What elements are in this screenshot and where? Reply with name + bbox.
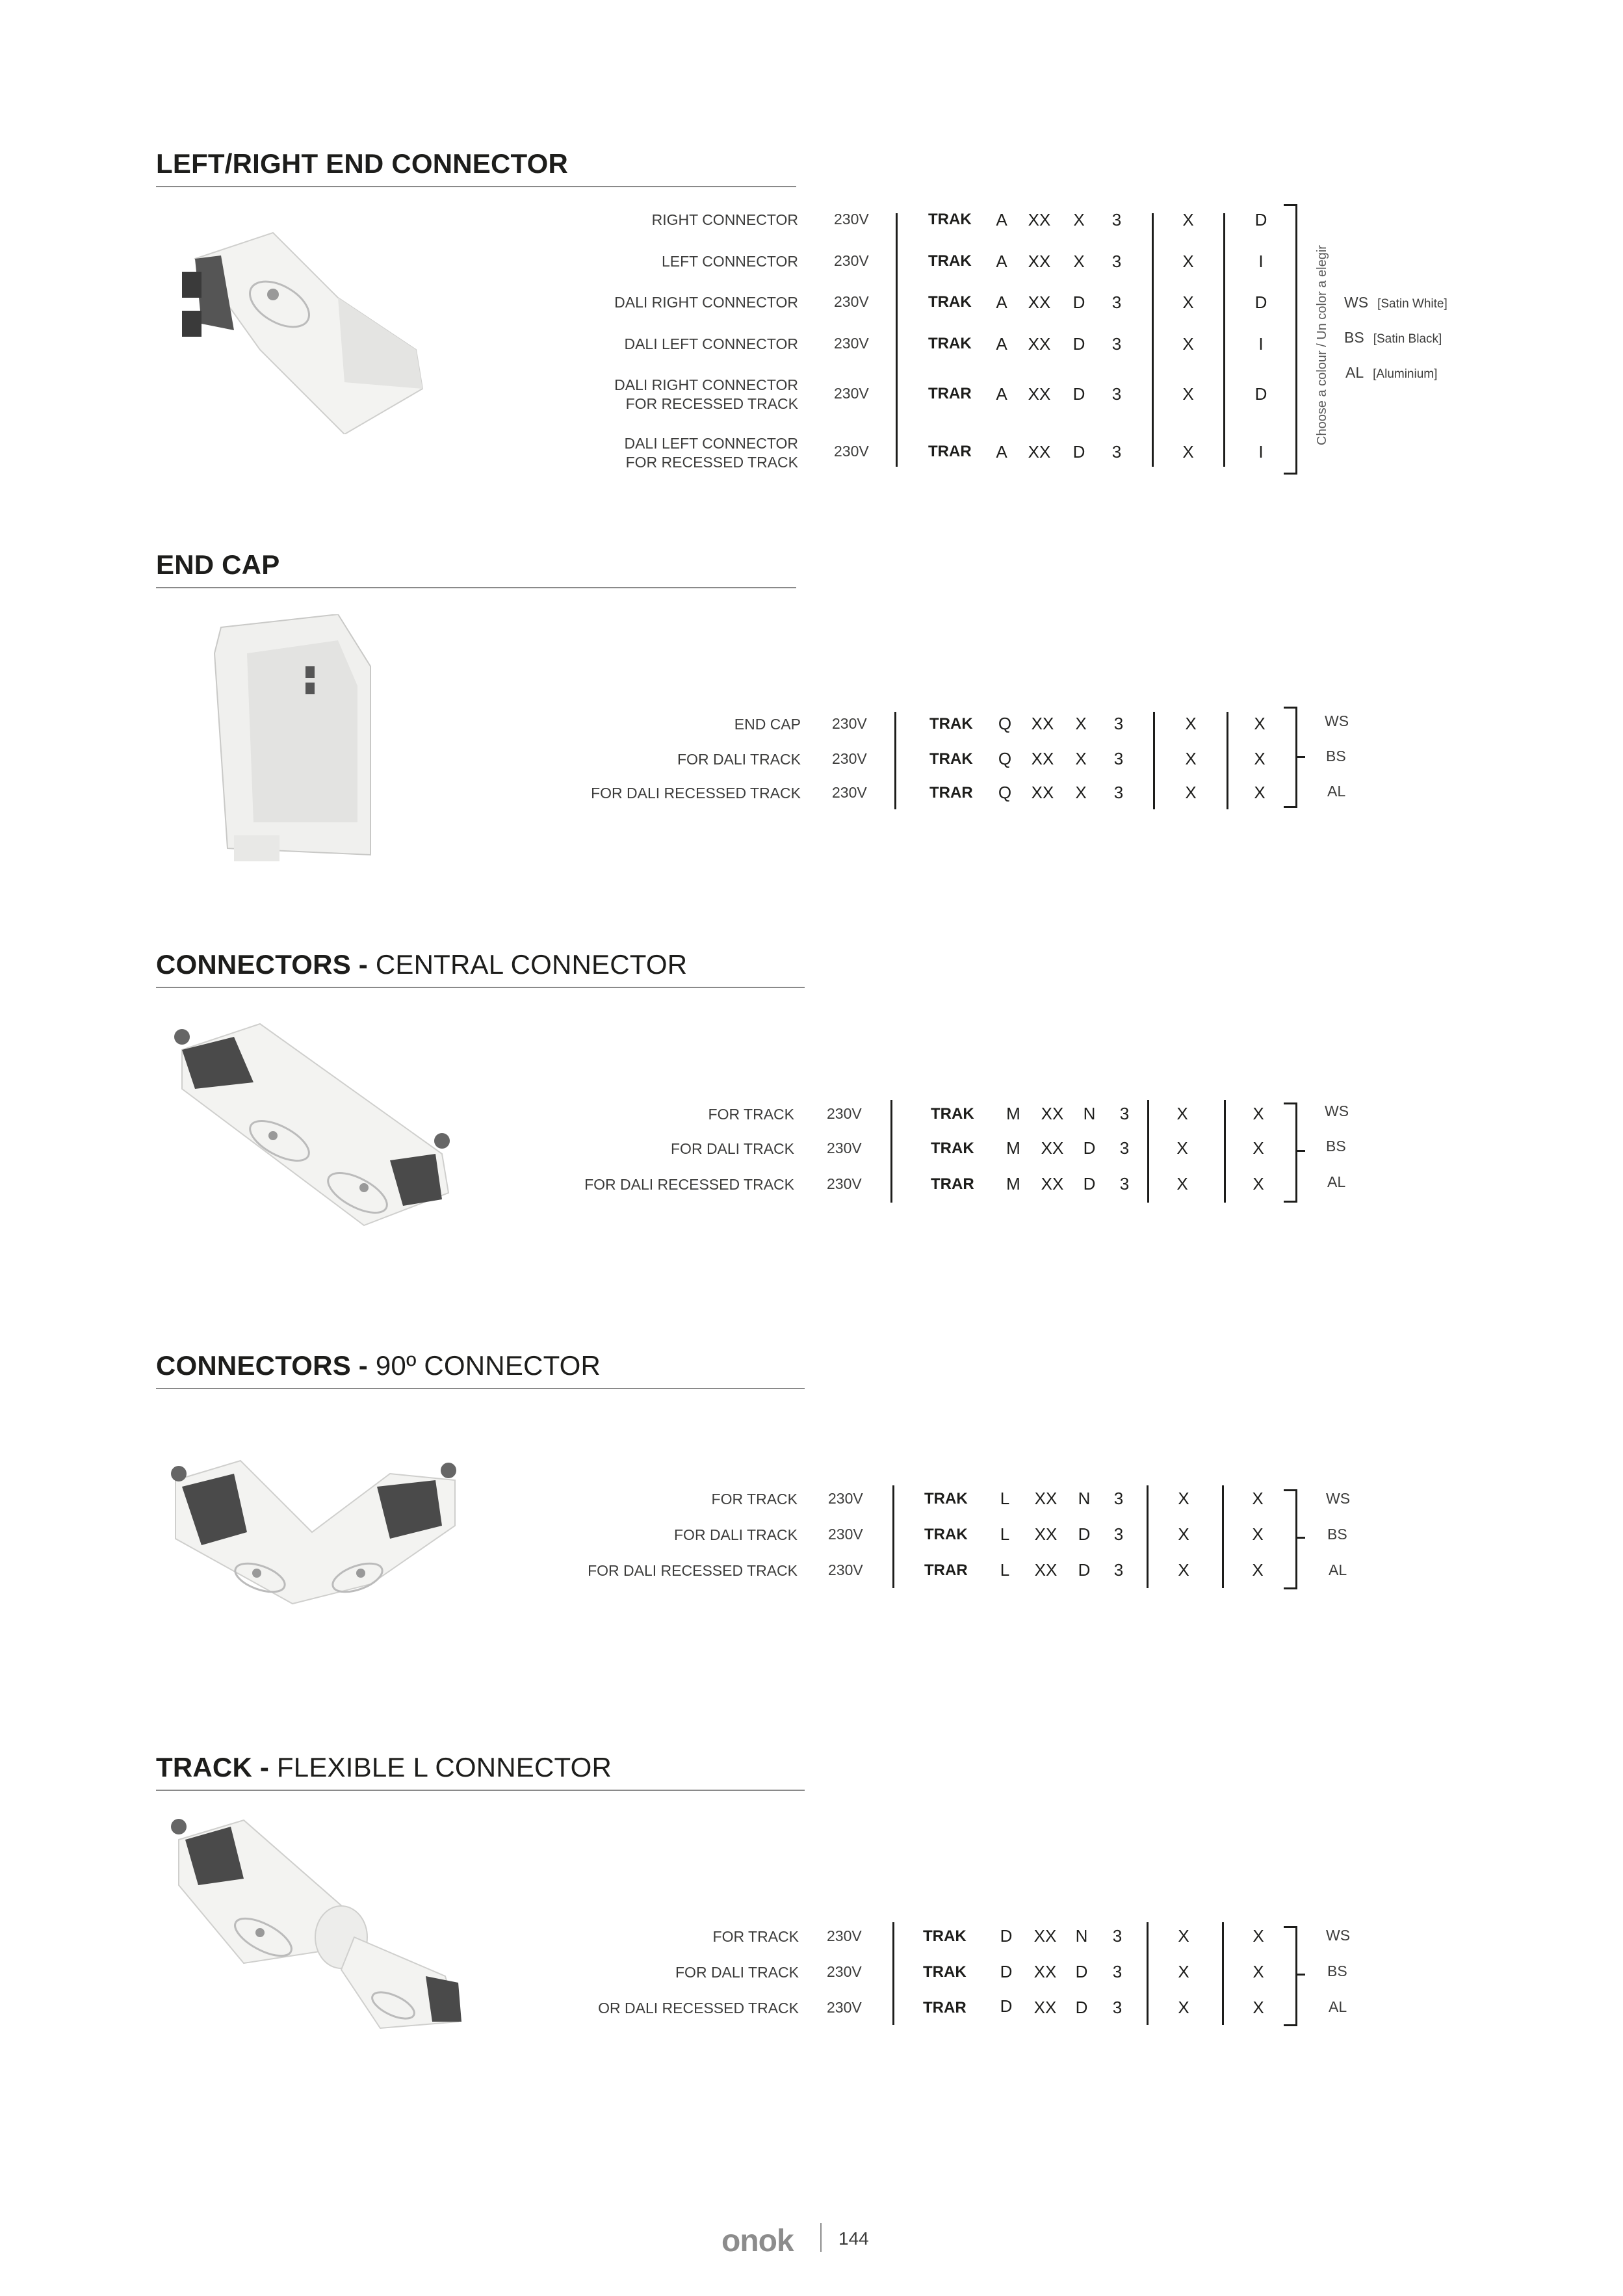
- row-code: TRAK: [923, 1927, 967, 1945]
- bracket-tick: [1297, 1974, 1305, 1976]
- row-code: TRAK: [928, 211, 972, 228]
- column-divider: [1223, 213, 1225, 467]
- column-divider: [894, 712, 896, 809]
- row-cell: X: [1182, 442, 1194, 462]
- bracket-tick: [1297, 1150, 1305, 1152]
- row-cell: XX: [1033, 1998, 1057, 2017]
- row-cell: X: [1185, 749, 1197, 768]
- section-divider: [156, 587, 796, 588]
- row-cell: X: [1182, 334, 1194, 354]
- section-title: CONNECTORS - 90º CONNECTOR: [156, 1350, 601, 1381]
- row-cell: A: [996, 442, 1007, 462]
- row-cell: D: [1078, 1560, 1091, 1580]
- row-cell: A: [996, 293, 1007, 312]
- row-description: DALI RIGHT CONNECTOR FOR RECESSED TRACK: [614, 376, 798, 412]
- row-cell: X: [1252, 1524, 1264, 1544]
- column-divider: [890, 1100, 892, 1203]
- color-option: BS: [1327, 1963, 1347, 1979]
- row-description: FOR DALI RECESSED TRACK: [588, 1562, 798, 1579]
- row-description: FOR DALI TRACK: [674, 1526, 798, 1543]
- color-option: BS: [1326, 1138, 1346, 1155]
- section-divider: [156, 1790, 805, 1791]
- row-code: TRAR: [928, 443, 972, 460]
- column-divider: [1153, 712, 1155, 809]
- row-cell: XX: [1041, 1174, 1064, 1194]
- row-description: FOR DALI RECESSED TRACK: [591, 785, 801, 802]
- row-cell: X: [1075, 714, 1087, 733]
- row-description: FOR DALI RECESSED TRACK: [584, 1176, 794, 1193]
- row-cell: D: [1083, 1174, 1096, 1194]
- row-voltage: 230V: [834, 335, 869, 352]
- row-cell: X: [1178, 1962, 1189, 1981]
- row-cell: X: [1178, 1560, 1189, 1580]
- color-option: BS [Satin Black]: [1344, 329, 1442, 346]
- color-option: WS [Satin White]: [1344, 294, 1448, 311]
- row-code: TRAR: [929, 784, 973, 802]
- column-divider: [1147, 1922, 1149, 2025]
- row-voltage: 230V: [828, 1561, 863, 1578]
- page-number: 144: [838, 2228, 869, 2249]
- row-cell: L: [1000, 1560, 1010, 1580]
- row-cell: X: [1252, 1560, 1264, 1580]
- section-title: TRACK - FLEXIBLE L CONNECTOR: [156, 1752, 612, 1782]
- row-cell: X: [1254, 714, 1266, 733]
- row-cell: 3: [1111, 210, 1122, 229]
- color-option: AL: [1327, 783, 1346, 800]
- row-cell: D: [1000, 1962, 1013, 1981]
- row-cell: 3: [1119, 1138, 1130, 1158]
- row-voltage: 230V: [832, 715, 867, 732]
- row-description: DALI LEFT CONNECTOR: [624, 335, 798, 352]
- row-cell: D: [1000, 1996, 1013, 2016]
- color-option: WS: [1326, 1490, 1351, 1507]
- row-cell: X: [1182, 210, 1194, 229]
- row-cell: X: [1253, 1926, 1264, 1946]
- row-code: TRAK: [924, 1526, 968, 1543]
- row-cell: X: [1185, 783, 1197, 802]
- row-code: TRAK: [928, 252, 972, 270]
- row-description: DALI LEFT CONNECTOR FOR RECESSED TRACK: [624, 435, 798, 471]
- row-cell: X: [1253, 1174, 1264, 1194]
- row-voltage: 230V: [834, 385, 869, 402]
- row-cell: D: [1075, 1998, 1088, 2017]
- row-code: TRAK: [923, 1963, 967, 1981]
- row-code: TRAK: [931, 1105, 974, 1123]
- row-cell: X: [1073, 252, 1085, 271]
- row-voltage: 230V: [832, 750, 867, 767]
- row-code: TRAR: [931, 1175, 974, 1193]
- color-option: WS: [1325, 712, 1349, 729]
- row-voltage: 230V: [832, 784, 867, 801]
- row-code: TRAR: [923, 1999, 967, 2016]
- row-cell: 3: [1111, 334, 1122, 354]
- row-cell: XX: [1033, 1926, 1057, 1946]
- row-cell: XX: [1041, 1104, 1064, 1123]
- row-cell: Q: [998, 749, 1012, 768]
- row-voltage: 230V: [827, 1105, 862, 1122]
- row-description: RIGHT CONNECTOR: [651, 211, 798, 228]
- row-cell: 3: [1113, 1524, 1124, 1544]
- row-cell: X: [1253, 1104, 1264, 1123]
- column-divider: [1227, 712, 1228, 809]
- row-cell: M: [1006, 1104, 1020, 1123]
- column-divider: [1147, 1485, 1149, 1588]
- row-voltage: 230V: [834, 293, 869, 310]
- color-option: BS: [1326, 748, 1346, 764]
- row-cell: X: [1178, 1998, 1189, 2017]
- row-description: FOR DALI TRACK: [677, 751, 801, 768]
- row-voltage: 230V: [828, 1526, 863, 1543]
- column-divider: [892, 1922, 894, 2025]
- row-code: TRAK: [931, 1140, 974, 1157]
- row-cell: X: [1254, 783, 1266, 802]
- column-divider: [1224, 1100, 1226, 1203]
- row-cell: A: [996, 210, 1007, 229]
- row-cell: D: [1072, 334, 1085, 354]
- color-option: AL: [1327, 1173, 1346, 1190]
- row-cell: X: [1182, 293, 1194, 312]
- color-bracket: [1284, 204, 1297, 475]
- row-voltage: 230V: [834, 252, 869, 269]
- section-end-connector: [0, 148, 1623, 486]
- row-cell: A: [996, 384, 1007, 404]
- color-option: AL: [1329, 1998, 1347, 2015]
- row-cell: 3: [1111, 293, 1122, 312]
- section-title: CONNECTORS - CENTRAL CONNECTOR: [156, 949, 688, 980]
- color-bracket: [1284, 1489, 1297, 1589]
- row-cell: L: [1000, 1489, 1010, 1508]
- row-cell: XX: [1034, 1560, 1058, 1580]
- flexible-connector-product-image: [166, 1807, 471, 2035]
- central-connector-product-image: [169, 1011, 455, 1232]
- row-description: DALI RIGHT CONNECTOR: [614, 294, 798, 311]
- row-cell: XX: [1028, 210, 1051, 229]
- row-cell: L: [1000, 1524, 1010, 1544]
- row-cell: M: [1006, 1174, 1020, 1194]
- row-cell: D: [1254, 210, 1267, 229]
- row-cell: 3: [1112, 1998, 1123, 2017]
- color-bracket: [1284, 1926, 1297, 2026]
- row-cell: X: [1176, 1174, 1188, 1194]
- section-divider: [156, 186, 796, 187]
- section-end-cap: [0, 549, 1623, 887]
- row-cell: XX: [1028, 334, 1051, 354]
- row-cell: N: [1083, 1104, 1096, 1123]
- choose-colour-note: Choose a colour / Un color a elegir: [1315, 245, 1329, 445]
- row-cell: XX: [1041, 1138, 1064, 1158]
- row-cell: M: [1006, 1138, 1020, 1158]
- row-code: TRAK: [928, 293, 972, 311]
- row-code: TRAK: [928, 335, 972, 352]
- color-bracket: [1284, 1102, 1297, 1203]
- section-divider: [156, 987, 805, 988]
- row-voltage: 230V: [827, 1999, 862, 2016]
- row-description: LEFT CONNECTOR: [661, 253, 798, 270]
- row-cell: XX: [1033, 1962, 1057, 1981]
- color-option: AL [Aluminium]: [1345, 364, 1438, 381]
- row-cell: N: [1078, 1489, 1091, 1508]
- row-cell: X: [1178, 1926, 1189, 1946]
- row-cell: X: [1252, 1489, 1264, 1508]
- row-cell: X: [1182, 384, 1194, 404]
- row-cell: D: [1072, 442, 1085, 462]
- end-cap-product-image: [208, 614, 377, 868]
- bracket-tick: [1297, 756, 1305, 758]
- row-description: FOR DALI TRACK: [671, 1140, 794, 1157]
- row-cell: X: [1075, 749, 1087, 768]
- row-cell: Q: [998, 714, 1012, 733]
- column-divider: [1222, 1485, 1224, 1588]
- row-cell: 3: [1112, 1962, 1123, 1981]
- row-code: TRAK: [929, 715, 973, 733]
- row-cell: 3: [1111, 442, 1122, 462]
- row-cell: D: [1254, 293, 1267, 312]
- row-cell: X: [1176, 1138, 1188, 1158]
- row-cell: D: [1078, 1524, 1091, 1544]
- column-divider: [1222, 1922, 1224, 2025]
- 90-connector-product-image: [162, 1454, 468, 1617]
- color-bracket: [1284, 707, 1297, 808]
- row-cell: X: [1073, 210, 1085, 229]
- row-cell: XX: [1034, 1489, 1058, 1508]
- row-description: FOR TRACK: [708, 1106, 794, 1123]
- row-code: TRAK: [929, 750, 973, 768]
- row-cell: 3: [1111, 252, 1122, 271]
- row-cell: D: [1000, 1926, 1013, 1946]
- row-voltage: 230V: [834, 443, 869, 460]
- row-cell: X: [1254, 749, 1266, 768]
- row-cell: X: [1178, 1524, 1189, 1544]
- row-cell: D: [1083, 1138, 1096, 1158]
- row-cell: 3: [1111, 384, 1122, 404]
- row-cell: XX: [1028, 293, 1051, 312]
- row-cell: D: [1075, 1962, 1088, 1981]
- row-cell: XX: [1028, 252, 1051, 271]
- row-cell: I: [1258, 252, 1264, 271]
- brand-logo: onok: [721, 2224, 794, 2258]
- row-cell: A: [996, 334, 1007, 354]
- footer-divider: [820, 2223, 822, 2252]
- row-cell: N: [1075, 1926, 1088, 1946]
- color-option: WS: [1326, 1927, 1351, 1944]
- color-option: BS: [1327, 1526, 1347, 1543]
- section-flexible-connector: [0, 1752, 1623, 2090]
- row-cell: X: [1185, 714, 1197, 733]
- row-code: TRAR: [928, 385, 972, 402]
- row-description: FOR DALI TRACK: [675, 1964, 799, 1981]
- section-title: END CAP: [156, 549, 280, 580]
- row-code: TRAK: [924, 1490, 968, 1507]
- column-divider: [892, 1485, 894, 1588]
- row-cell: Q: [998, 783, 1012, 802]
- bracket-tick: [1297, 1537, 1305, 1539]
- row-cell: 3: [1113, 1560, 1124, 1580]
- row-cell: 3: [1113, 749, 1124, 768]
- row-voltage: 230V: [834, 211, 869, 228]
- row-cell: I: [1258, 334, 1264, 354]
- row-cell: I: [1258, 442, 1264, 462]
- row-cell: A: [996, 252, 1007, 271]
- section-central-connector: [0, 949, 1623, 1287]
- row-cell: D: [1254, 384, 1267, 404]
- row-description: END CAP: [734, 716, 801, 733]
- row-cell: XX: [1031, 749, 1054, 768]
- column-divider: [1147, 1100, 1149, 1203]
- row-voltage: 230V: [828, 1490, 863, 1507]
- row-voltage: 230V: [827, 1140, 862, 1156]
- section-title: LEFT/RIGHT END CONNECTOR: [156, 148, 569, 179]
- end-connector-product-image: [175, 220, 435, 434]
- section-divider: [156, 1388, 805, 1389]
- row-cell: 3: [1113, 1489, 1124, 1508]
- row-cell: 3: [1119, 1104, 1130, 1123]
- row-voltage: 230V: [827, 1963, 862, 1980]
- row-description: FOR TRACK: [711, 1491, 798, 1507]
- row-cell: XX: [1028, 442, 1051, 462]
- row-cell: XX: [1031, 714, 1054, 733]
- row-cell: X: [1253, 1962, 1264, 1981]
- row-cell: XX: [1034, 1524, 1058, 1544]
- color-option: WS: [1325, 1102, 1349, 1119]
- row-cell: X: [1075, 783, 1087, 802]
- row-cell: X: [1176, 1104, 1188, 1123]
- section-90-connector: [0, 1350, 1623, 1688]
- row-voltage: 230V: [827, 1927, 862, 1944]
- row-cell: X: [1253, 1138, 1264, 1158]
- row-description: OR DALI RECESSED TRACK: [598, 2000, 799, 2016]
- column-divider: [896, 213, 898, 467]
- row-cell: 3: [1112, 1926, 1123, 1946]
- row-cell: D: [1072, 384, 1085, 404]
- row-cell: 3: [1113, 783, 1124, 802]
- row-description: FOR TRACK: [712, 1928, 799, 1945]
- row-cell: D: [1072, 293, 1085, 312]
- row-voltage: 230V: [827, 1175, 862, 1192]
- row-cell: X: [1178, 1489, 1189, 1508]
- row-cell: XX: [1028, 384, 1051, 404]
- row-cell: X: [1182, 252, 1194, 271]
- row-cell: XX: [1031, 783, 1054, 802]
- row-cell: X: [1253, 1998, 1264, 2017]
- row-cell: 3: [1119, 1174, 1130, 1194]
- row-cell: 3: [1113, 714, 1124, 733]
- row-code: TRAR: [924, 1561, 968, 1579]
- column-divider: [1152, 213, 1154, 467]
- color-option: AL: [1329, 1561, 1347, 1578]
